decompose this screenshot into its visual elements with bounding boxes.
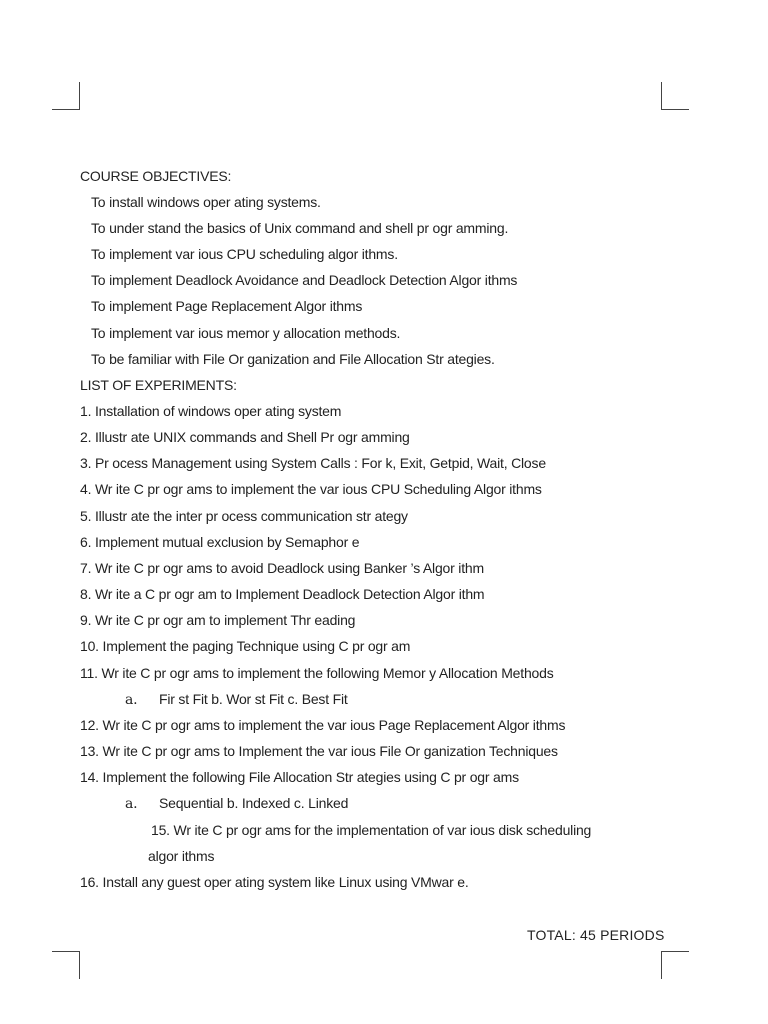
experiment-item: 16. Install any guest oper ating system like Linux using VMwar e. [80,874,469,890]
objective-item: To implement var ious CPU scheduling algor ithms. [91,246,398,262]
experiment-item: 8. Wr ite a C pr ogr am to Implement Deadlock Detection Algor ithm [80,586,485,602]
experiment-item: 12. Wr ite C pr ogr ams to implement the var ious Page Replacement Algor ithms [80,717,566,733]
experiment-item: 10. Implement the paging Technique using C pr ogr am [80,638,411,654]
experiment-item: 3. Pr ocess Management using System Calls : For k, Exit, Getpid, Wait, Close [80,455,546,471]
experiment-item: 7. Wr ite C pr ogr ams to avoid Deadlock using Banker ’s Algor ithm [80,560,484,576]
objective-item: To be familiar with File Or ganization and File Allocation Str ategies. [91,351,495,367]
experiment-item: 5. Illustr ate the inter pr ocess communication str ategy [80,508,408,524]
sub-list-marker: a. [125,796,138,812]
experiment-item: 2. Illustr ate UNIX commands and Shell Pr ogr amming [80,429,410,445]
experiment-item: 15. Wr ite C pr ogr ams for the implementation of var ious disk scheduling [151,822,592,838]
objective-item: To under stand the basics of Unix command and shell pr ogr amming. [91,220,509,236]
total-periods: TOTAL: 45 PERIODS [527,927,665,943]
experiment-item: 6. Implement mutual exclusion by Semaphor e [80,534,360,550]
experiment-item: 4. Wr ite C pr ogr ams to implement the var ious CPU Scheduling Algor ithms [80,481,542,497]
experiment-subitem [125,794,348,813]
crop-mark-bottom-right-horizontal [661,951,689,952]
sub-list-marker: a. [125,692,138,708]
experiment-item: 9. Wr ite C pr ogr am to implement Thr eading [80,612,356,628]
crop-mark-top-right-horizontal [661,109,689,110]
crop-mark-bottom-left-horizontal [52,951,80,952]
experiment-item: 13. Wr ite C pr ogr ams to Implement the var ious File Or ganization Techniques [80,743,558,759]
experiments-heading: LIST OF EXPERIMENTS: [80,377,237,393]
objective-item: To implement Deadlock Avoidance and Deadlock Detection Algor ithms [91,272,518,288]
objectives-heading: COURSE OBJECTIVES: [80,168,232,184]
crop-mark-top-left-horizontal [52,109,80,110]
experiment-item: 14. Implement the following File Allocation Str ategies using C pr ogr ams [80,769,519,785]
sub-list-text: Sequential b. Indexed c. Linked [159,795,349,811]
objective-item: To implement Page Replacement Algor ithms [91,298,363,314]
experiment-item: 11. Wr ite C pr ogr ams to implement the following Memor y Allocation Methods [80,665,554,681]
sub-list-text: Fir st Fit b. Wor st Fit c. Best Fit [159,691,348,707]
crop-mark-top-right-vertical [661,82,662,109]
crop-mark-bottom-left-vertical [79,951,80,979]
experiment-subitem [125,690,348,709]
crop-mark-bottom-right-vertical [661,951,662,979]
crop-mark-top-left-vertical [79,82,80,109]
objective-item: To install windows oper ating systems. [91,194,321,210]
experiment-item: 1. Installation of windows oper ating system [80,403,342,419]
experiment-item-continuation: algor ithms [148,848,215,864]
objective-item: To implement var ious memor y allocation methods. [91,325,401,341]
